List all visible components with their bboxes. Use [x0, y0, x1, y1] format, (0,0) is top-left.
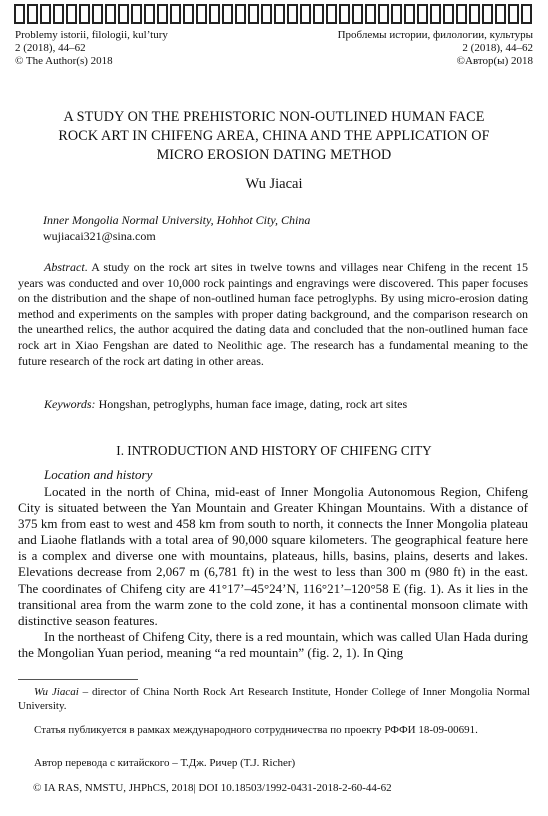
paragraph: Located in the north of China, mid-east of Inner Mongolia Autonomous Region, Chifeng City is situated between the Yan Mountain and Greater Khingan Mountains. With a distance of 375 km from east to west and 458 km from south to north, it connects the Inner Mongolia plateau and Liaohe flatlands with a total area of 90,000 square kilometers. The geographical feature here is a complex and diverse one with mountains, plateaus, hills, basins, plains, deserts and lakes. Elevations decrease from 2,067 m (6,781 ft) in the west to less than 300 m (980 ft) in the east. The coordinates of Chifeng city are 41°17’–45°24’N, 116°21’–120°58 E (fig. 1). As it lies in the transitional area from the warm zone to the cold zone, it has a continental monsoon climate with distinctive season features. — [18, 484, 528, 628]
paragraph: In the northeast of Chifeng City, there is a red mountain, which was called Ulan Hada during the Mongolian Yuan period, meaning “a red mountain” (fig. 2, 1). In Qing — [18, 628, 528, 660]
header-left — [15, 29, 168, 68]
footnote-author-name: Wu Jiacai — [34, 686, 79, 698]
issue-pages-ru: 2 (2018), 44–62 — [462, 42, 533, 54]
abstract-label: Abstract — [44, 260, 85, 274]
footnote-author-text: – director of China North Rock Art Research Institute, Honder College of Inner Mongolia Normal University. — [18, 686, 530, 712]
journal-name-cyrillic: Проблемы истории, филологии, культуры — [337, 29, 533, 41]
keywords-label: Keywords: — [44, 397, 96, 411]
author-email: wujiacai321@sina.com — [43, 229, 156, 243]
affiliation — [43, 212, 310, 244]
author-name: Wu Jiacai — [245, 176, 303, 192]
footnote-translator: Автор перевода с китайского – Т.Дж. Ричер (T.J. Richer) — [34, 757, 296, 769]
subsection-heading: Location and history — [44, 467, 153, 482]
greek-key-border — [14, 4, 533, 24]
footnote-author — [18, 685, 530, 713]
keywords-text: Hongshan, petroglyphs, human face image, dating, rock art sites — [95, 397, 408, 411]
body-text — [18, 484, 528, 661]
footnote-rule — [18, 679, 138, 680]
copyright-en: © The Author(s) 2018 — [15, 55, 113, 67]
abstract-text: . A study on the rock art sites in twelve towns and villages near Chifeng in the recent 15 years was conducted and over 10,000 rock paintings and engravings were discovered. This paper focuses on the distribution and the shape of non-outlined human face petroglyphs. By using micro-erosion dating method and experiments on the samples with proper dating background, and the comparison research on the unearthed relics, the author acquired the dating data and concluded that the non-outlined human face rock art in Xiao Fengshan are dated to Neolithic age. The research has a fundamental meaning to the future research of the rock art dating in other areas. — [18, 260, 528, 368]
footnote-grant: Статья публикуется в рамках международного сотрудничества по проекту РФФИ 18-09-00691. — [34, 724, 478, 736]
affiliation-org: Inner Mongolia Normal University, Hohhot City, China — [43, 213, 311, 227]
title-line: MICRO EROSION DATING METHOD — [156, 147, 392, 163]
abstract — [18, 260, 528, 369]
header-right — [338, 29, 533, 68]
journal-name-latin: Problemy istorii, filologii, kul’tury — [15, 29, 168, 41]
page-footer: © IA RAS, NMSTU, JHPhCS, 2018| DOI 10.18503/1992-0431-2018-2-60-44-62 — [33, 782, 392, 794]
issue-pages: 2 (2018), 44–62 — [15, 42, 86, 54]
title-line: ROCK ART IN CHIFENG AREA, CHINA AND THE APPLICATION OF — [58, 128, 490, 144]
title-line: A STUDY ON THE PREHISTORIC NON-OUTLINED HUMAN FACE — [63, 109, 485, 125]
copyright-ru: ©Автор(ы) 2018 — [456, 55, 533, 67]
section-heading: I. INTRODUCTION AND HISTORY OF CHIFENG CITY — [116, 443, 432, 458]
keywords — [44, 397, 407, 412]
article-title — [30, 108, 518, 165]
